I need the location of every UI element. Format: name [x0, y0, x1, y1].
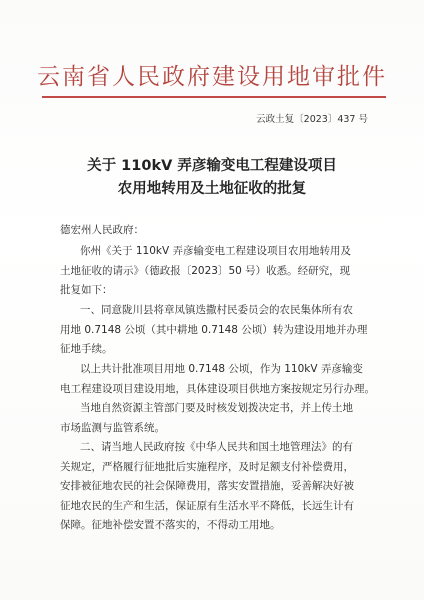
paragraph-4: [60, 438, 378, 536]
paragraph-line: 土地征收的请示》（德政报〔2023〕50 号）收悉。经研究，现: [60, 264, 351, 277]
paragraph-line: 市场监测与监管系统。: [60, 421, 165, 434]
paragraph-line: 用地 0.7148 公顷（其中耕地 0.7148 公顷）转为建设用地并办理: [60, 323, 368, 336]
paragraph-line: 关规定，严格履行征地批后实施程序，及时足额支付补偿费用，: [60, 460, 354, 473]
red-divider-line: [42, 96, 386, 98]
paragraph-line: 征地农民的生产和生活，保证原有生活水平不降低，长远生计有: [60, 499, 354, 512]
document-number: 云政土复〔2023〕437 号: [256, 114, 368, 125]
salutation: 德宏州人民政府：: [60, 224, 144, 236]
paragraph-line: 保障。征地补偿安置不落实的，不得动工用地。: [60, 519, 281, 531]
paragraph-line: 电工程建设项目建设用地，具体建设项目供地方案按规定另行办理。: [60, 382, 375, 395]
paragraph-line: 以上共计批准项目用地 0.7148 公顷，作为 110kV 弄彦输变: [80, 363, 363, 375]
paragraph-3: [60, 360, 378, 438]
paragraph-line: 批复如下：: [60, 284, 113, 296]
paragraph-line: 你州《关于 110kV 弄彦输变电工程建设项目农用地转用及: [80, 245, 351, 257]
paragraph-line: 二、请当地人民政府按《中华人民共和国土地管理法》的有: [80, 441, 353, 453]
paragraph-line: 征地手续。: [60, 343, 113, 355]
issuer-masthead: 云南省人民政府建设用地审批件: [37, 64, 387, 90]
paragraph-2: [60, 301, 378, 360]
document-title-line-1: 关于 110kV 弄彦输变电工程建设项目: [87, 158, 337, 174]
paragraph-1: [60, 242, 378, 301]
paragraph-line: 安排被征地农民的社会保障费用，落实安置措施，妥善解决好被: [60, 480, 354, 492]
paragraph-line: 一、同意陇川县将章凤镇迭撒村民委员会的农民集体所有农: [80, 304, 353, 316]
document-title-line-2: 农用地转用及土地征收的批复: [117, 181, 307, 197]
paragraph-line: 当地自然资源主管部门要及时核发划拨决定书，并上传土地: [80, 402, 353, 414]
